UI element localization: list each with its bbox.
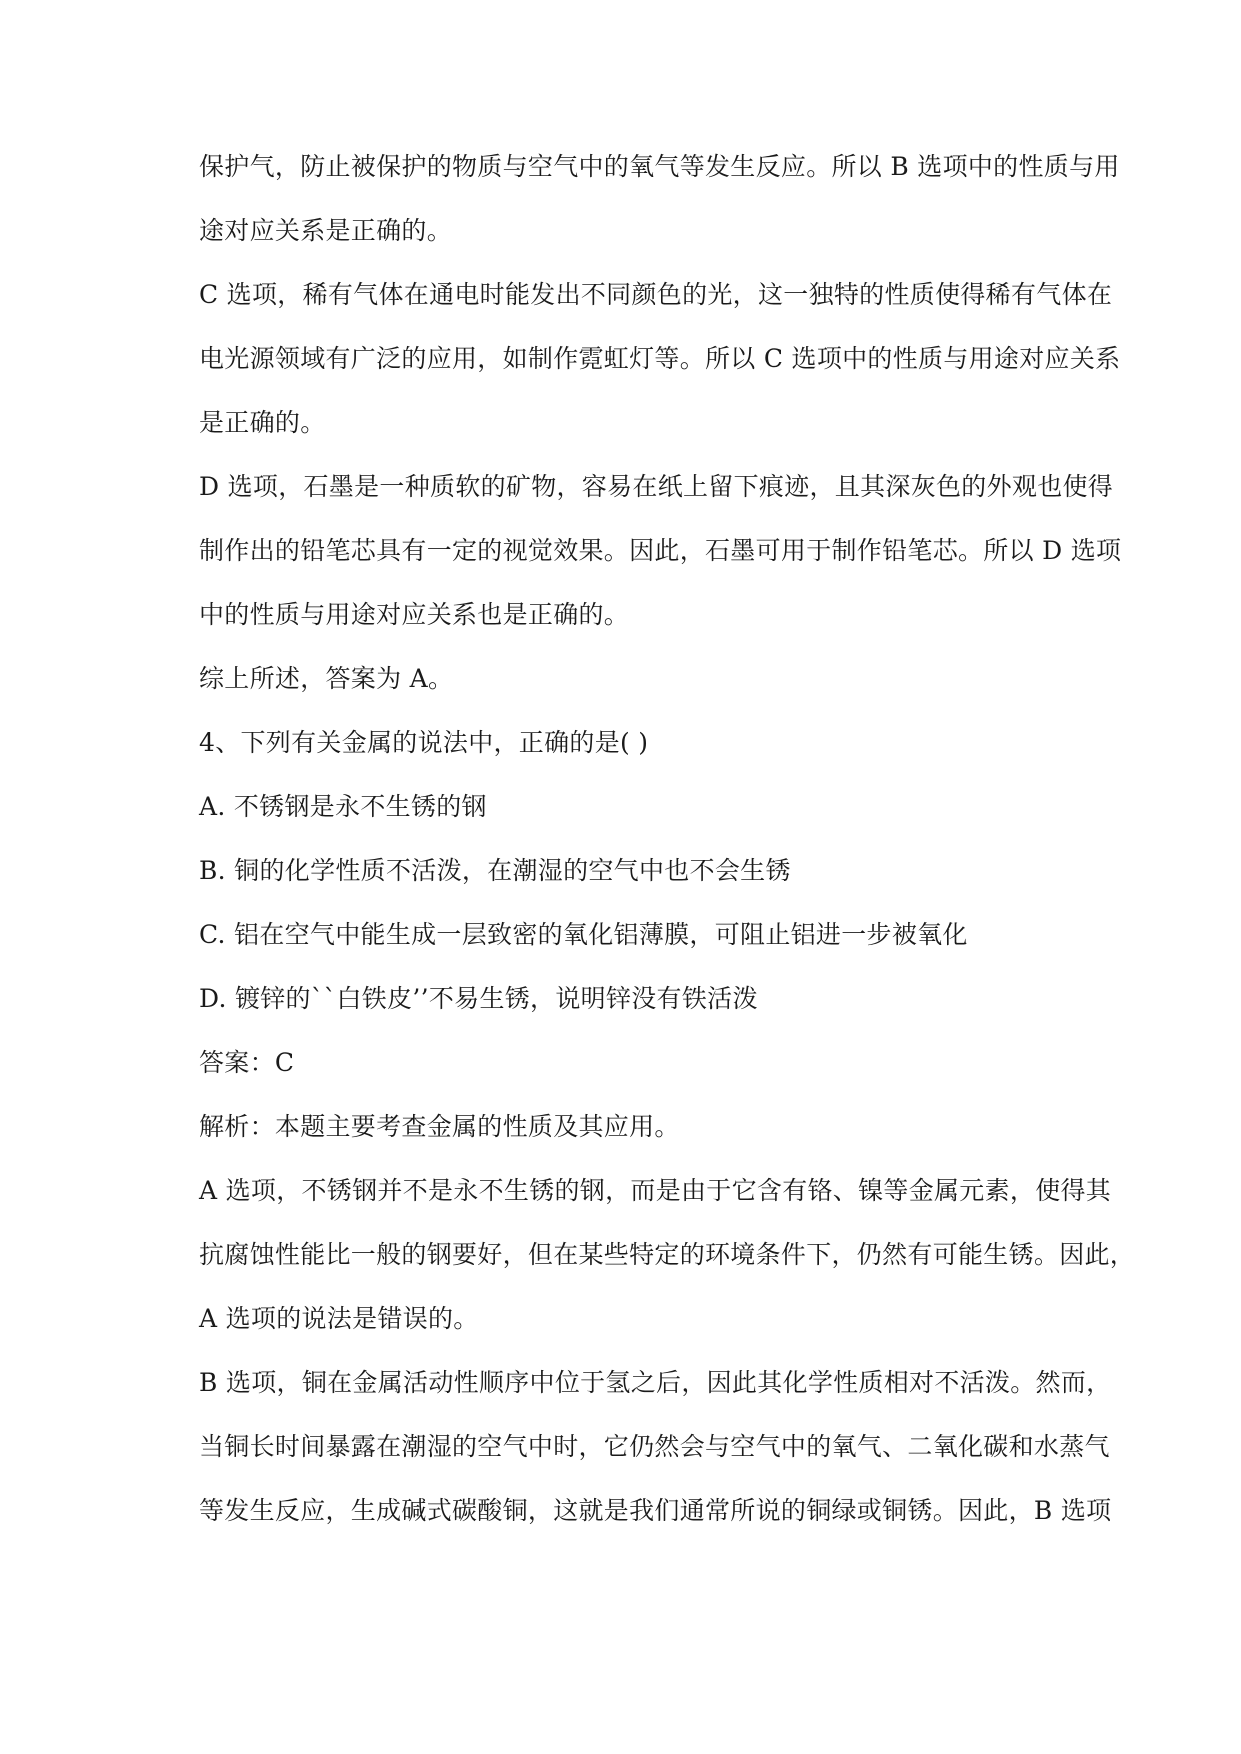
paragraph-line: 保护气，防止被保护的物质与空气中的氧气等发生反应。所以 B 选项中的性质与用 [199,152,1120,181]
paragraph-line: 是正确的。 [199,408,326,437]
paragraph-line: A 选项，不锈钢并不是永不生锈的钢，而是由于它含有铬、镍等金属元素，使得其 [199,1176,1112,1205]
paragraph-line: A 选项的说法是错误的。 [199,1304,479,1333]
answer-line: 答案：C [199,1048,295,1077]
paragraph-line: B 选项，铜在金属活动性顺序中位于氢之后，因此其化学性质相对不活泼。然而， [199,1368,1112,1397]
paragraph-line: 制作出的铅笔芯具有一定的视觉效果。因此，石墨可用于制作铅笔芯。所以 D 选项 [199,536,1122,565]
analysis-intro: 解析：本题主要考查金属的性质及其应用。 [199,1112,680,1141]
paragraph-line: C 选项，稀有气体在通电时能发出不同颜色的光，这一独特的性质使得稀有气体在 [199,280,1113,309]
option-a: A. 不锈钢是永不生锈的钢 [199,792,487,821]
paragraph-line: 等发生反应，生成碱式碳酸铜，这就是我们通常所说的铜绿或铜锈。因此，B 选项 [199,1496,1112,1525]
option-c: C. 铝在空气中能生成一层致密的氧化铝薄膜，可阻止铝进一步被氧化 [199,920,968,949]
paragraph-line: 途对应关系是正确的。 [199,216,453,245]
paragraph-line: 中的性质与用途对应关系也是正确的。 [199,600,630,629]
question-title: 4、下列有关金属的说法中，正确的是( ) [199,728,649,757]
summary-line: 综上所述，答案为 A。 [199,664,454,693]
paragraph-line: D 选项，石墨是一种质软的矿物，容易在纸上留下痕迹，且其深灰色的外观也使得 [199,472,1114,501]
option-d: D. 镀锌的``白铁皮’’不易生锈，说明锌没有铁活泼 [199,984,758,1013]
paragraph-line: 电光源领域有广泛的应用，如制作霓虹灯等。所以 C 选项中的性质与用途对应关系 [199,344,1121,373]
paragraph-line: 抗腐蚀性能比一般的钢要好，但在某些特定的环境条件下，仍然有可能生锈。因此， [199,1240,1136,1269]
option-b: B. 铜的化学性质不活泼，在潮湿的空气中也不会生锈 [199,856,791,885]
paragraph-line: 当铜长时间暴露在潮湿的空气中时，它仍然会与空气中的氧气、二氧化碳和水蒸气 [199,1432,1110,1461]
